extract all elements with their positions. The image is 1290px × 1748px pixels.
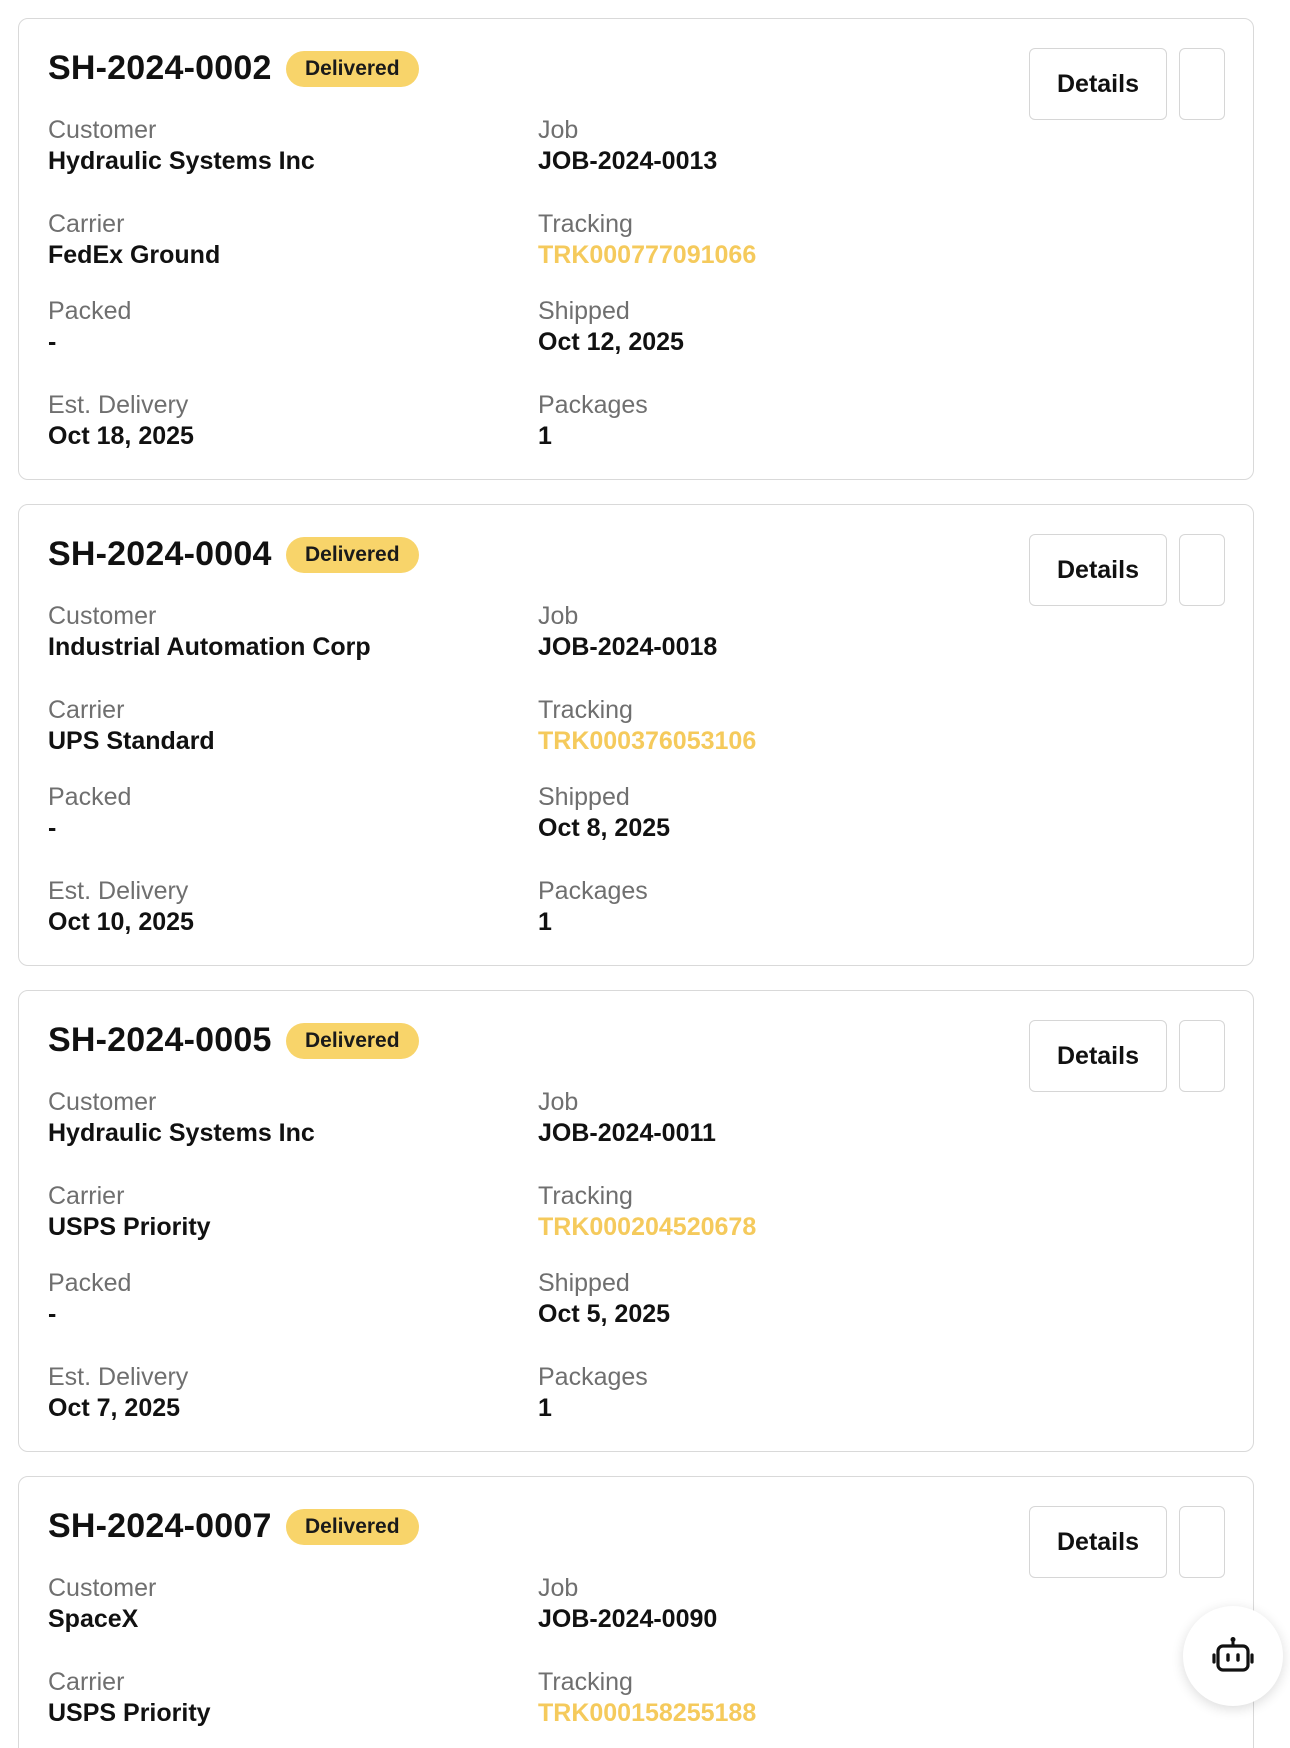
packed-field: [48, 296, 131, 358]
carrier-label: Carrier: [48, 210, 125, 238]
est-delivery-value: Oct 18, 2025: [48, 422, 194, 450]
est-delivery-label: Est. Delivery: [48, 877, 189, 905]
more-actions-button[interactable]: [1179, 1020, 1225, 1092]
more-actions-button[interactable]: [1179, 1506, 1225, 1578]
details-button[interactable]: Details: [1029, 48, 1167, 120]
packages-value: 1: [538, 422, 552, 450]
tracking-label: Tracking: [538, 1668, 633, 1696]
packages-field: [538, 1362, 648, 1424]
shipped-field: [538, 782, 670, 844]
assistant-fab-button[interactable]: [1183, 1606, 1283, 1706]
packages-label: Packages: [538, 877, 648, 905]
packages-label: Packages: [538, 1363, 648, 1391]
robot-icon: [1212, 1636, 1254, 1676]
tracking-link[interactable]: TRK000777091066: [538, 241, 757, 269]
est-delivery-value: Oct 7, 2025: [48, 1394, 181, 1422]
customer-field: [48, 115, 315, 177]
tracking-link[interactable]: TRK000158255188: [538, 1699, 757, 1727]
more-actions-button[interactable]: [1179, 534, 1225, 606]
details-button[interactable]: Details: [1029, 1020, 1167, 1092]
est-delivery-field: [48, 1362, 188, 1424]
carrier-field: [48, 1667, 211, 1729]
customer-label: Customer: [48, 1574, 157, 1602]
tracking-field: [538, 1667, 756, 1729]
shipment-card: [18, 504, 1254, 966]
packages-value: 1: [538, 908, 552, 936]
status-badge: Delivered: [286, 1509, 419, 1545]
job-value: JOB-2024-0090: [538, 1605, 718, 1633]
job-field: [538, 115, 717, 177]
customer-field: [48, 1087, 315, 1149]
carrier-field: [48, 1181, 211, 1243]
tracking-link[interactable]: TRK000376053106: [538, 727, 757, 755]
job-label: Job: [538, 602, 579, 630]
status-badge: Delivered: [286, 1023, 419, 1059]
tracking-field: [538, 209, 756, 271]
shipment-card: [18, 990, 1254, 1452]
status-badge: Delivered: [286, 537, 419, 573]
carrier-field: [48, 209, 220, 271]
packed-value: -: [48, 328, 57, 356]
packages-label: Packages: [538, 391, 648, 419]
est-delivery-field: [48, 390, 194, 452]
est-delivery-label: Est. Delivery: [48, 1363, 189, 1391]
shipment-id[interactable]: SH-2024-0005: [48, 1021, 272, 1059]
customer-value: Industrial Automation Corp: [48, 633, 371, 661]
est-delivery-label: Est. Delivery: [48, 391, 189, 419]
job-field: [538, 601, 717, 663]
shipped-label: Shipped: [538, 783, 630, 811]
customer-label: Customer: [48, 602, 157, 630]
tracking-link[interactable]: TRK000204520678: [538, 1213, 757, 1241]
shipped-value: Oct 12, 2025: [538, 328, 684, 356]
packages-field: [538, 876, 648, 938]
more-actions-button[interactable]: [1179, 48, 1225, 120]
packed-field: [48, 1268, 131, 1330]
packed-value: -: [48, 814, 57, 842]
est-delivery-value: Oct 10, 2025: [48, 908, 194, 936]
shipment-id[interactable]: SH-2024-0004: [48, 535, 272, 573]
shipped-label: Shipped: [538, 297, 630, 325]
tracking-label: Tracking: [538, 210, 633, 238]
tracking-label: Tracking: [538, 696, 633, 724]
job-label: Job: [538, 116, 579, 144]
shipped-field: [538, 1268, 670, 1330]
shipped-value: Oct 8, 2025: [538, 814, 671, 842]
carrier-field: [48, 695, 215, 757]
carrier-label: Carrier: [48, 1668, 125, 1696]
shipped-value: Oct 5, 2025: [538, 1300, 671, 1328]
carrier-value: FedEx Ground: [48, 241, 221, 269]
job-value: JOB-2024-0013: [538, 147, 718, 175]
customer-value: SpaceX: [48, 1605, 139, 1633]
customer-field: [48, 601, 371, 663]
tracking-field: [538, 1181, 756, 1243]
customer-label: Customer: [48, 116, 157, 144]
customer-field: [48, 1573, 156, 1635]
status-badge: Delivered: [286, 51, 419, 87]
carrier-value: UPS Standard: [48, 727, 215, 755]
shipped-label: Shipped: [538, 1269, 630, 1297]
carrier-label: Carrier: [48, 1182, 125, 1210]
carrier-value: USPS Priority: [48, 1213, 211, 1241]
packages-field: [538, 390, 648, 452]
carrier-value: USPS Priority: [48, 1699, 211, 1727]
shipment-card: [18, 1476, 1254, 1748]
details-button[interactable]: Details: [1029, 1506, 1167, 1578]
packed-label: Packed: [48, 297, 132, 325]
customer-label: Customer: [48, 1088, 157, 1116]
carrier-label: Carrier: [48, 696, 125, 724]
tracking-field: [538, 695, 756, 757]
job-field: [538, 1087, 716, 1149]
job-value: JOB-2024-0011: [538, 1119, 716, 1147]
job-field: [538, 1573, 717, 1635]
shipment-id[interactable]: SH-2024-0007: [48, 1507, 272, 1545]
packed-label: Packed: [48, 783, 132, 811]
packages-value: 1: [538, 1394, 552, 1422]
customer-value: Hydraulic Systems Inc: [48, 1119, 315, 1147]
shipment-id[interactable]: SH-2024-0002: [48, 49, 272, 87]
est-delivery-field: [48, 876, 194, 938]
job-label: Job: [538, 1088, 579, 1116]
packed-field: [48, 782, 131, 844]
shipped-field: [538, 296, 684, 358]
tracking-label: Tracking: [538, 1182, 633, 1210]
job-label: Job: [538, 1574, 579, 1602]
customer-value: Hydraulic Systems Inc: [48, 147, 315, 175]
packed-label: Packed: [48, 1269, 132, 1297]
shipment-card: [18, 18, 1254, 480]
packed-value: -: [48, 1300, 57, 1328]
details-button[interactable]: Details: [1029, 534, 1167, 606]
job-value: JOB-2024-0018: [538, 633, 718, 661]
